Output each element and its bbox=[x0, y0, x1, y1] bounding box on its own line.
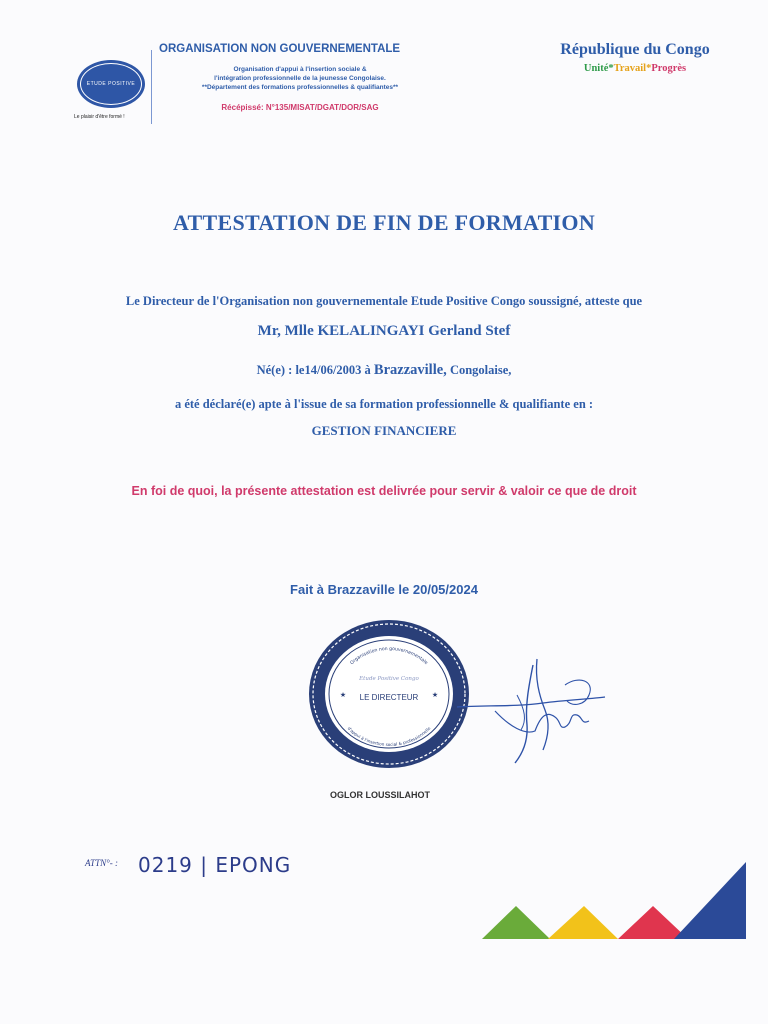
nationality: Congolaise, bbox=[449, 363, 512, 377]
document-title: ATTESTATION DE FIN DE FORMATION bbox=[172, 210, 596, 235]
training-field: GESTION FINANCIERE bbox=[311, 423, 457, 438]
declared-paragraph: a été déclaré(e) apte à l'issue de sa formation professionnelle & qualifiante en : bbox=[174, 397, 594, 411]
birth-line bbox=[0, 362, 768, 379]
stamp-star-right: ★ bbox=[431, 691, 439, 699]
intro-paragraph: Le Directeur de l'Organisation non gouvernementale Etude Positive Congo soussigné, atteste que bbox=[125, 294, 643, 308]
stamp-script-text: Etude Positive Congo bbox=[359, 676, 419, 682]
stamp-bottom-text: d'appui à l'insertion social & professionnelle bbox=[346, 725, 432, 747]
official-stamp bbox=[306, 618, 472, 770]
triangle-blue bbox=[674, 862, 746, 939]
place-date: Fait à Brazzaville le 20/05/2024 bbox=[290, 582, 478, 597]
org-type: ORGANISATION NON GOUVERNEMENTALE bbox=[159, 43, 401, 55]
birth-date: Né(e) : le14/06/2003 à bbox=[256, 363, 371, 377]
national-motto bbox=[540, 63, 730, 74]
org-line-2: l'intégration professionnelle de la jeunesse Congolaise. bbox=[214, 75, 386, 82]
decorative-triangles bbox=[478, 860, 750, 942]
attn-label: ATTN°- : bbox=[85, 858, 119, 868]
attn-value: 0219 | EPONG bbox=[138, 853, 292, 877]
org-line-3: **Département des formations professionnelles & qualifiantes** bbox=[201, 84, 399, 91]
logo-text: ETUDE POSITIVE bbox=[86, 81, 136, 87]
motto-progres: Progrès bbox=[651, 63, 687, 74]
triangle-yellow bbox=[548, 906, 618, 939]
birth-place: Brazzaville, bbox=[373, 362, 447, 378]
motto-unite: Unité* bbox=[583, 63, 614, 74]
organisation-logo bbox=[77, 60, 145, 108]
triangle-green bbox=[482, 906, 550, 939]
recepisse: Récépissé: N°135/MISAT/DGAT/DOR/SAG bbox=[221, 103, 379, 112]
motto-travail: Travail* bbox=[613, 63, 652, 74]
republic-title: République du Congo bbox=[560, 41, 710, 58]
recipient-name: Mr, Mlle KELALINGAYI Gerland Stef bbox=[257, 323, 511, 339]
foi-statement: En foi de quoi, la présente attestation est delivrée pour servir & valoir ce que de droit bbox=[131, 484, 637, 498]
signatory-name: OGLOR LOUSSILAHOT bbox=[330, 790, 430, 800]
org-line-1: Organisation d'appui à l'insertion sociale & bbox=[233, 66, 367, 73]
stamp-role: LE DIRECTEUR bbox=[359, 693, 419, 702]
stamp-top-text: Organisation non gouvernementale bbox=[349, 646, 429, 667]
director-signature bbox=[455, 655, 615, 770]
logo-caption: Le plaisir d'être formé ! bbox=[74, 114, 125, 120]
triangle-red bbox=[618, 906, 688, 939]
stamp-star-left: ★ bbox=[339, 691, 347, 699]
attn-handwritten-number bbox=[136, 846, 296, 882]
